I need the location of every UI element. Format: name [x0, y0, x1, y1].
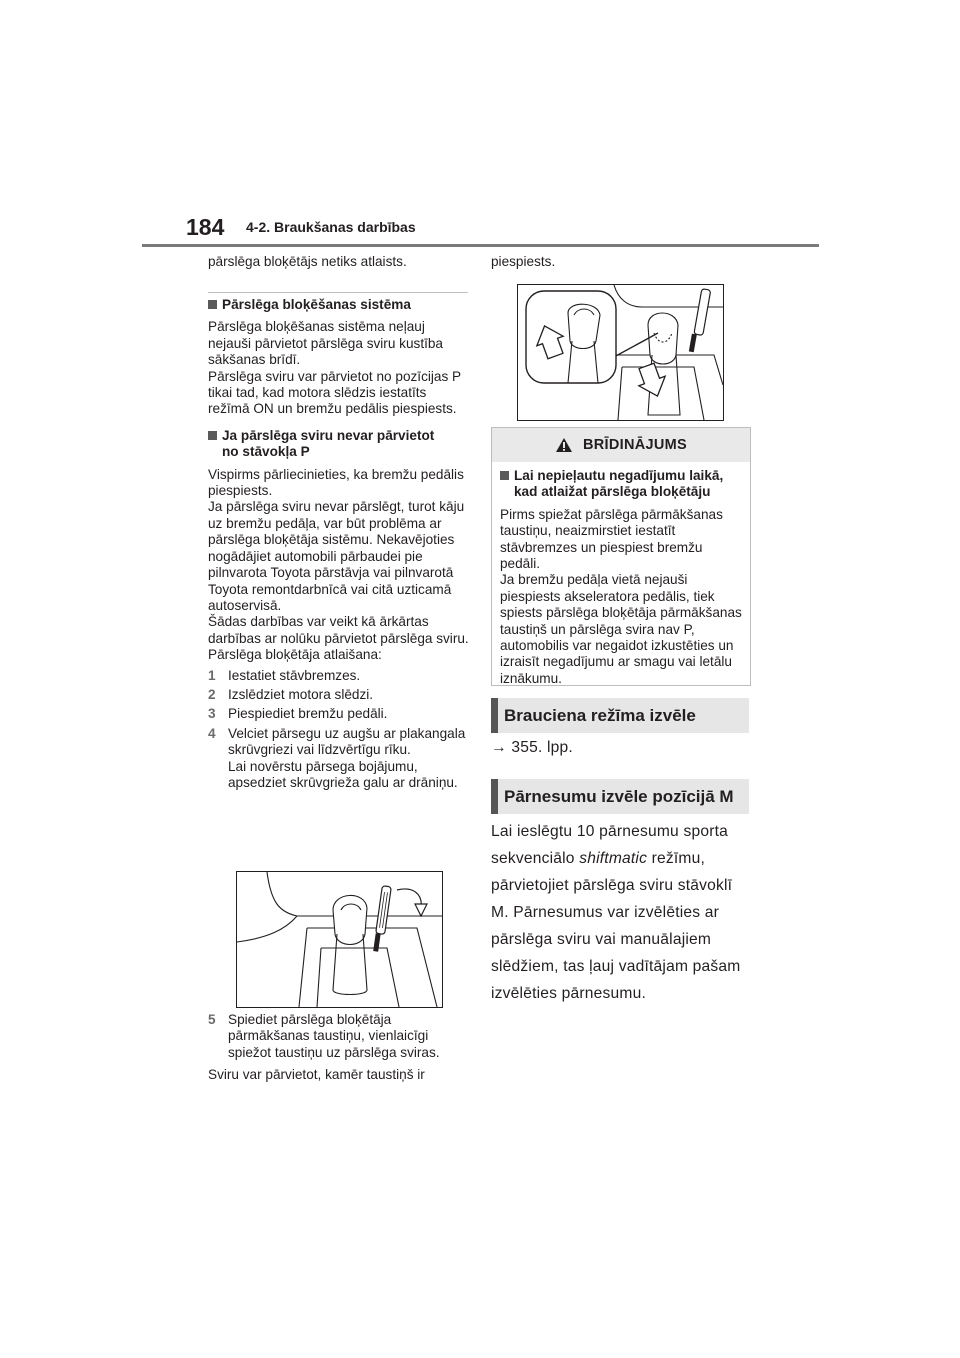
section-header-drive-mode — [491, 698, 749, 733]
section-header-m-position — [491, 779, 749, 814]
list-item: 3 Piespiediet bremžu pedāli. — [208, 706, 388, 722]
square-bullet-icon — [208, 300, 217, 309]
shifter-screwdriver-illustration — [237, 872, 442, 1007]
section-title: Pārnesumu izvēle pozīcijā M — [504, 786, 734, 806]
cannot-move-body: Vispirms pārliecinieties, ka bremžu pedālis piespiests. Ja pārslēga sviru nevar pārslēgt, turot kāju uz bremžu pedāļa, var būt problēma ar pārslēga bloķētāja sistēmu. Nekavējoties nogādājiet automobili pārbaudei pie pilnvarota Toyota pārstāvja vai pilnvarotā Toyota remontdarbnīcā vai citā uzticamā autoservisā. Šādas darbības var veikt kā ārkārtas darbības ar nolūku pārvietot pārslēga sviru. Pārslēga bloķētāja atlaišana: — [208, 466, 469, 663]
right-top — [491, 254, 751, 270]
list-item: 4 Velciet pārsegu uz augšu ar plakangala skrūvgriezi vai līdzvērtīgu rīku. Lai novērstu pārsega bojājumu, apsedziet skrūvgrieža galu ar drāniņu. — [208, 725, 466, 790]
left-column-bottom — [208, 1012, 470, 1084]
section-heading-shift-lock — [208, 297, 470, 313]
warning-label: BRĪDINĀJUMS — [583, 437, 687, 453]
section-heading-cannot-move — [208, 428, 470, 461]
figure-override-button — [517, 284, 724, 421]
shift-override-illustration — [518, 285, 723, 420]
warning-triangle-icon — [555, 437, 573, 453]
warning-text: Pirms spiežat pārslēga pārmākšanas taustiņu, neaizmirstiet iestatīt stāvbremzes un piespiest bremžu pedāli. Ja bremžu pedāļa vietā nejauši piespiests akseleratora pedālis, tiek spiests pārslēga bloķētāja pārmākšanas taustiņš un pārslēga svira nav P, automobilis var negaidot izkustēties un izraisīt negadījumu ar smagu vai letālu iznākumu. — [500, 506, 742, 686]
list-item: 5 Spiediet pārslēga bloķētāja pārmākšanas taustiņu, vienlaicīgi spiežot taustiņu uz pārslēga sviras. — [208, 1012, 440, 1060]
figure-pry-cover — [236, 871, 443, 1008]
m-position-body: Lai ieslēgtu 10 pārnesumu sporta sekvenciālo shiftmatic režīmu, pārvietojiet pārslēga sviru stāvoklī M. Pārnesumus var izvēlēties ar pārslēga sviru vai manuālajiem slēdžiem, tas ļauj vadītājam pašam izvēlēties pārnesumu. — [491, 823, 741, 1002]
screwdriver-icon — [373, 886, 391, 952]
list-item: 1 Iestatiet stāvbremzes. — [208, 667, 361, 683]
square-bullet-icon — [500, 471, 509, 480]
left-column — [208, 297, 470, 791]
tail-text: Sviru var pārvietot, kamēr taustiņš ir — [208, 1067, 425, 1083]
warning-heading: Lai nepieļautu negadījumu laikā, kad atlaižat pārslēga bloķētāju — [500, 468, 742, 501]
list-item: 2 Izslēdziet motora slēdzi. — [208, 686, 374, 702]
heading-text: Pārslēga bloķēšanas sistēma — [222, 297, 411, 312]
steps-list — [208, 668, 470, 792]
heading-line-1: Ja pārslēga sviru nevar pārvietot — [222, 427, 435, 443]
page-number: 184 — [186, 214, 225, 240]
section-rule — [208, 292, 468, 293]
header-rule — [142, 244, 819, 247]
screwdriver-icon — [689, 289, 711, 353]
shift-lock-body: Pārslēga bloķēšanas sistēma neļauj nejauši pārvietot pārslēga sviru kustība sākšanas brīdī. Pārslēga sviru var pārvietot no pozīcijas P tikai tad, kad motora slēdzis iestatīts režīmā ON un bremžu pedālis piespiests. — [208, 319, 461, 417]
chapter-title: 4-2. Braukšanas darbības — [246, 219, 416, 235]
warning-content — [492, 462, 750, 695]
heading-line-2: no stāvokļa P — [222, 444, 310, 460]
warning-box — [491, 427, 751, 686]
left-intro — [208, 254, 468, 270]
square-bullet-icon — [208, 431, 217, 440]
continued-text: piespiests. — [491, 254, 556, 269]
section-title: Brauciena režīma izvēle — [504, 705, 696, 725]
warning-header — [492, 428, 750, 462]
intro-text: pārslēga bloķētājs netiks atlaists. — [208, 254, 407, 269]
page-reference: → 355. lpp. — [491, 739, 573, 756]
